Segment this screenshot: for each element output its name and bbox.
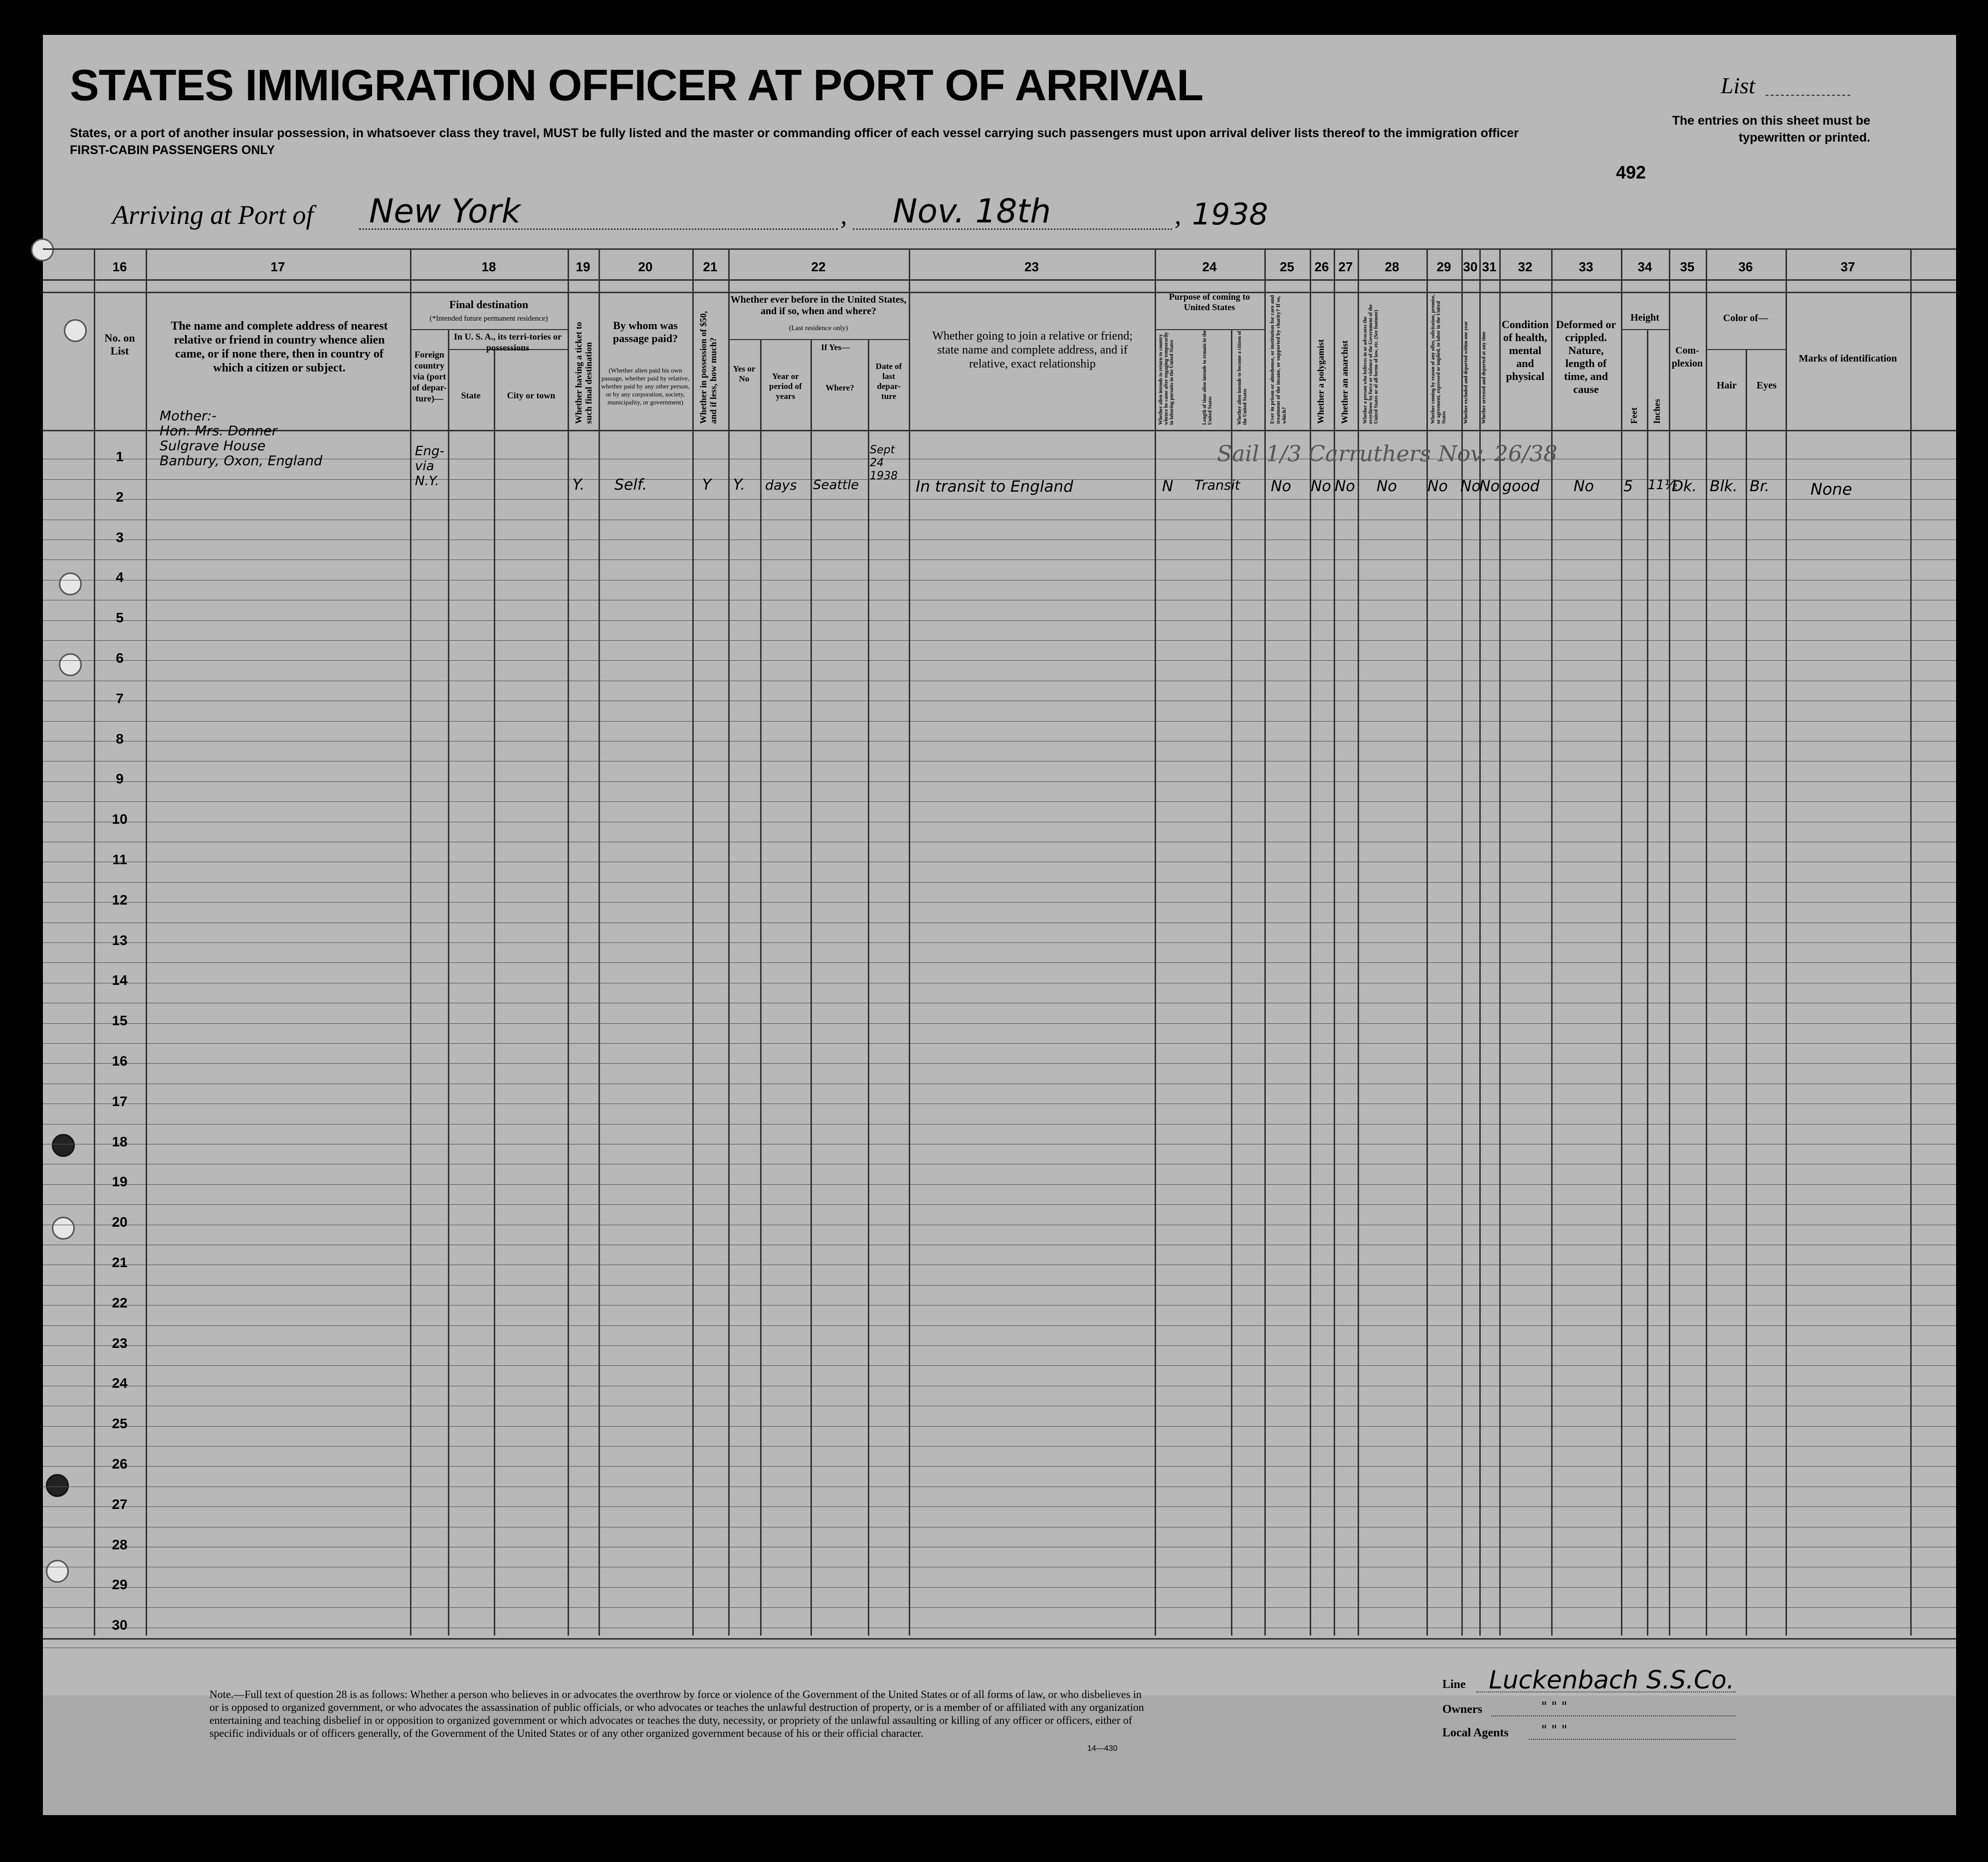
excluded-value: No (1460, 478, 1481, 495)
punch-hole (46, 1474, 69, 1497)
header-color-of: Color of— (1723, 313, 1769, 324)
column-divider (598, 249, 600, 1636)
header-deformed: Deformed or crippled. Nature, length of time, and cause (1556, 318, 1616, 395)
marks-value: None (1810, 480, 1852, 499)
header-ticket: Whether having a ticket to such final destination (574, 322, 594, 424)
header-where: Where? (825, 383, 854, 392)
purpose-value: N (1162, 478, 1174, 495)
header-city: City or town (507, 390, 556, 400)
date-value: Nov. 18th (893, 192, 1051, 230)
header-list-number: No. on List (104, 332, 135, 357)
complexion-value: Dk. (1672, 478, 1697, 495)
header-health: Condition of health, mental and physical (1501, 318, 1549, 382)
column-number: 23 (1024, 259, 1039, 274)
subheader-line (1621, 329, 1669, 330)
row-number: 28 (112, 1536, 128, 1552)
header-final-destination-note: (*Intended future permanent residence) (429, 315, 548, 323)
eyes-value: Br. (1750, 478, 1770, 495)
header-feet: Feet (1629, 407, 1639, 424)
column-number: 25 (1280, 259, 1294, 274)
port-value: New York (369, 192, 521, 230)
row-number: 29 (112, 1577, 128, 1593)
header-relative-address: The name and complete address of nearest relative or friend in country whence alien came, or if none there, then in country of which a citizen or subject. (171, 320, 388, 374)
money-value: Y (702, 476, 712, 494)
line-value: Luckenbach S.S.Co. (1489, 1666, 1735, 1694)
header-contract-labor: Whether coming by reason of any offer, solicitation, promise, or agreement, expressed or implied, to labor in the United States (1430, 294, 1447, 424)
column-divider (448, 329, 449, 1636)
column-number: 37 (1840, 259, 1855, 274)
row-number: 2 (116, 489, 124, 505)
row-number: 10 (112, 811, 128, 827)
footnote: Note.—Full text of question 28 is as follows: Whether a person who believes in or advocates the overthrow by force or violence of the Government of the United States or of all forms of law, or who disbelieves in or is opposed to organized government, or who advocates the assassination of public officials, or who advocates or teaches the unlawful destruction of property, or is a member of or affiliated with any organization entertaining and teaching disbelief in or opposition to organized government or which advocates or teaches the duty, necessity, or propriety of the unlawful assaulting or killing of any officer or officers, either of specific individuals or of officers generally, of the Government of the United States or of any other organized government because of his or their official character. (209, 1688, 1144, 1739)
column-divider (1669, 249, 1670, 1636)
header-join-relative: Whether going to join a relative or friend; state name and complete address, and if relative, exact relationship (932, 330, 1133, 371)
row-number: 19 (112, 1174, 128, 1190)
row-number: 27 (112, 1496, 128, 1512)
destination-line: via (415, 459, 434, 474)
relative-address (160, 409, 322, 469)
passage-paid-value: Self. (614, 476, 647, 494)
departure-date-line: 1938 (870, 470, 898, 482)
header-hair: Hair (1717, 380, 1737, 391)
relative-line: Sulgrave House (160, 438, 266, 454)
header-anarchist: Whether an anarchist (1340, 340, 1350, 424)
departure-date-line: 24 (870, 457, 884, 469)
where-value: Seattle (813, 478, 859, 493)
column-divider (1231, 329, 1232, 1636)
column-divider (810, 339, 812, 1636)
column-number: 29 (1436, 259, 1451, 274)
comma-separator: , (1175, 200, 1182, 230)
list-blank-line (1766, 95, 1850, 96)
header-polygamist: Whether a polygamist (1316, 339, 1326, 424)
table-bottom-border (43, 1638, 1956, 1640)
punch-hole (52, 1217, 75, 1240)
column-number: 28 (1385, 259, 1399, 274)
row-number: 20 (112, 1214, 128, 1230)
header-date-departure: Date of last depar-ture (875, 362, 902, 401)
row-number: 25 (112, 1416, 128, 1432)
foreign-destination (415, 444, 444, 489)
row-number: 18 (112, 1133, 128, 1149)
column-number: 16 (112, 259, 127, 274)
column-number: 22 (811, 259, 826, 274)
header-overthrow: Whether a person who believes in or advocates the overthrow by force or violence of the Government of the United States or of all forms of law, etc. (See footnote) (1363, 304, 1379, 424)
row-number: 24 (112, 1375, 128, 1391)
row-number: 4 (116, 569, 124, 585)
punch-hole (64, 319, 87, 342)
column-divider (728, 249, 730, 1636)
row-number: 30 (112, 1617, 128, 1633)
owners-label: Owners (1442, 1703, 1482, 1716)
column-number: 33 (1579, 259, 1593, 274)
punch-hole (46, 1560, 69, 1583)
stamp-number: 492 (1616, 162, 1646, 183)
row-number: 8 (116, 731, 124, 746)
departure-date-line: Sept (870, 444, 895, 456)
header-final-destination: Final destination (449, 298, 529, 311)
arriving-label: Arriving at Port of (112, 200, 314, 230)
header-marks: Marks of identification (1798, 353, 1897, 364)
column-number: 18 (481, 259, 496, 274)
header-height: Height (1630, 312, 1659, 323)
row-number: 1 (116, 449, 124, 464)
row-number: 6 (116, 650, 124, 666)
anarchist-value: No (1335, 478, 1355, 495)
local-agents-blank (1529, 1739, 1736, 1740)
ever-before-value: Y. (733, 476, 745, 494)
relative-line: Mother:- (160, 408, 217, 424)
contract-labor-value: No (1427, 478, 1448, 495)
column-number: 20 (638, 259, 653, 274)
punch-hole (31, 238, 54, 261)
column-number: 27 (1338, 259, 1353, 274)
row-number: 23 (112, 1335, 128, 1351)
overthrow-value: No (1377, 478, 1397, 495)
header-ever-before: Whether ever before in the United States, and if so, when and where? (730, 294, 907, 317)
instructions (70, 125, 1566, 159)
column-divider (146, 249, 147, 1636)
header-passage-paid-note: (Whether alien paid his own passage, whether paid by relative, whether paid by any other person, or by any corporation, society, municipality, or government) (601, 367, 690, 406)
row-number: 7 (116, 690, 124, 706)
comma-separator: , (840, 200, 847, 230)
subheader-line (1706, 349, 1786, 350)
column-divider (1647, 329, 1648, 1636)
row-number: 21 (112, 1255, 128, 1270)
column-divider (1910, 249, 1912, 1636)
header-inches: Inches (1652, 398, 1662, 424)
header-yes-no: Yes or No (733, 364, 756, 383)
header-arrested: Whether arrested and deported at any time (1481, 331, 1487, 424)
subheader-line (728, 339, 909, 340)
departure-date (870, 444, 898, 483)
column-number: 24 (1202, 259, 1217, 274)
header-if-yes: If Yes— (821, 343, 850, 352)
length-stay-value: Transit (1194, 478, 1240, 493)
prison-value: No (1271, 478, 1291, 495)
header-complexion: Com-plexion (1671, 345, 1703, 369)
column-number: 30 (1463, 259, 1478, 274)
column-divider (1621, 249, 1622, 1636)
column-number: 31 (1482, 259, 1497, 274)
destination-line: N.Y. (415, 474, 439, 489)
owners-value: " " " (1541, 1699, 1568, 1714)
column-divider (909, 249, 910, 1636)
header-passage-paid: By whom was passage paid? (612, 319, 678, 345)
row-number: 26 (112, 1456, 128, 1472)
column-divider (1706, 249, 1707, 1636)
row-number: 22 (112, 1295, 128, 1310)
row-number: 11 (112, 852, 127, 867)
punch-hole (59, 572, 82, 595)
row-number: 3 (116, 529, 124, 545)
row-number: 15 (112, 1013, 128, 1029)
header-last-residence: (Last residence only) (789, 325, 848, 332)
list-label: List (1721, 73, 1756, 98)
column-number: 34 (1637, 259, 1652, 274)
period-value: days (765, 478, 797, 493)
header-period: Year or period of years (769, 372, 802, 401)
deformed-value: No (1574, 478, 1594, 495)
column-number: 21 (703, 259, 718, 274)
height-feet-value: 5 (1623, 478, 1633, 495)
row-number: 9 (116, 771, 124, 787)
column-number: 35 (1680, 259, 1695, 274)
header-purpose: Purpose of coming to United States (1169, 292, 1250, 312)
column-divider (494, 349, 495, 1636)
header-usa: In U. S. A., its terri-tories or possessions (454, 332, 562, 353)
year-value: 1938 (1192, 197, 1268, 232)
column-divider (568, 249, 569, 1636)
column-divider (1786, 249, 1787, 1636)
column-number: 19 (576, 259, 591, 274)
header-eyes: Eyes (1757, 380, 1777, 391)
column-number: 17 (270, 259, 285, 274)
row-number: 13 (112, 932, 128, 948)
row-number: 14 (112, 972, 128, 988)
relative-line: Banbury, Oxon, England (160, 453, 323, 469)
row-number: 5 (116, 610, 124, 626)
line-label: Line (1442, 1678, 1466, 1691)
subheader-line (410, 329, 568, 330)
form-number: 14—430 (1087, 1744, 1118, 1753)
header-purpose-a: Whether alien intends to return to country whence he came after engaging temporarily in laboring pursuits in the United States (1158, 332, 1175, 425)
column-number: 26 (1314, 259, 1329, 274)
inspector-annotation: Sail 1/3 Carruthers Nov. 26/38 (1217, 441, 1558, 467)
punch-hole (52, 1134, 75, 1157)
header-purpose-b: Length of time alien intends to remain in the United States (1202, 330, 1213, 425)
instruction-line-1: States, or a port of another insular possession, in whatsoever class they travel, MUST be fully listed and the master or commanding officer of each vessel carrying such passengers must upon arrival deliver lists thereof to the immigration officer (70, 126, 1519, 140)
header-excluded: Whether excluded and deported within one year (1463, 321, 1469, 424)
column-divider (760, 339, 762, 1636)
column-number: 36 (1738, 259, 1753, 274)
destination-line: Eng- (415, 444, 444, 459)
join-relative-value: In transit to England (916, 478, 1073, 496)
port-line (359, 228, 838, 230)
relative-line: Hon. Mrs. Donner (160, 423, 277, 439)
arrested-value: No (1479, 478, 1500, 495)
column-divider (692, 249, 694, 1636)
row-number: 16 (112, 1053, 128, 1069)
local-agents-value: " " " (1541, 1723, 1568, 1738)
column-divider (410, 249, 411, 1636)
date-line (853, 228, 1172, 230)
ticket-value: Y. (573, 476, 585, 494)
header-foreign-country: Foreign country via (port of depar-ture)— (412, 350, 447, 403)
hair-value: Blk. (1710, 478, 1738, 495)
column-divider (1155, 249, 1156, 1636)
header-money: Whether in possession of $50, and if less, how much? (698, 311, 718, 424)
instruction-line-2: FIRST-CABIN PASSENGERS ONLY (70, 143, 275, 157)
column-divider (868, 339, 869, 1636)
header-prison: Ever in prison or almshouse, or institution for care and treatment of the insane, or supported by charity? If so, which? (1269, 295, 1287, 424)
height-inches-value: 11½ (1648, 478, 1677, 493)
polygamist-value: No (1311, 478, 1331, 495)
entries-note: The entries on this sheet must be typewritten or printed. (1672, 114, 1870, 145)
local-agents-label: Local Agents (1442, 1726, 1509, 1739)
punch-hole (59, 653, 82, 676)
header-purpose-c: Whether alien intends to become a citizen of the United States (1237, 331, 1248, 425)
column-number: 32 (1518, 259, 1533, 274)
owners-blank (1491, 1715, 1736, 1716)
column-divider (1746, 349, 1747, 1636)
health-value: good (1502, 478, 1540, 495)
page-title: STATES IMMIGRATION OFFICER AT PORT OF ARRIVAL (70, 60, 1203, 110)
row-number: 12 (112, 892, 128, 908)
header-state: State (461, 390, 481, 400)
row-number: 17 (112, 1093, 128, 1109)
